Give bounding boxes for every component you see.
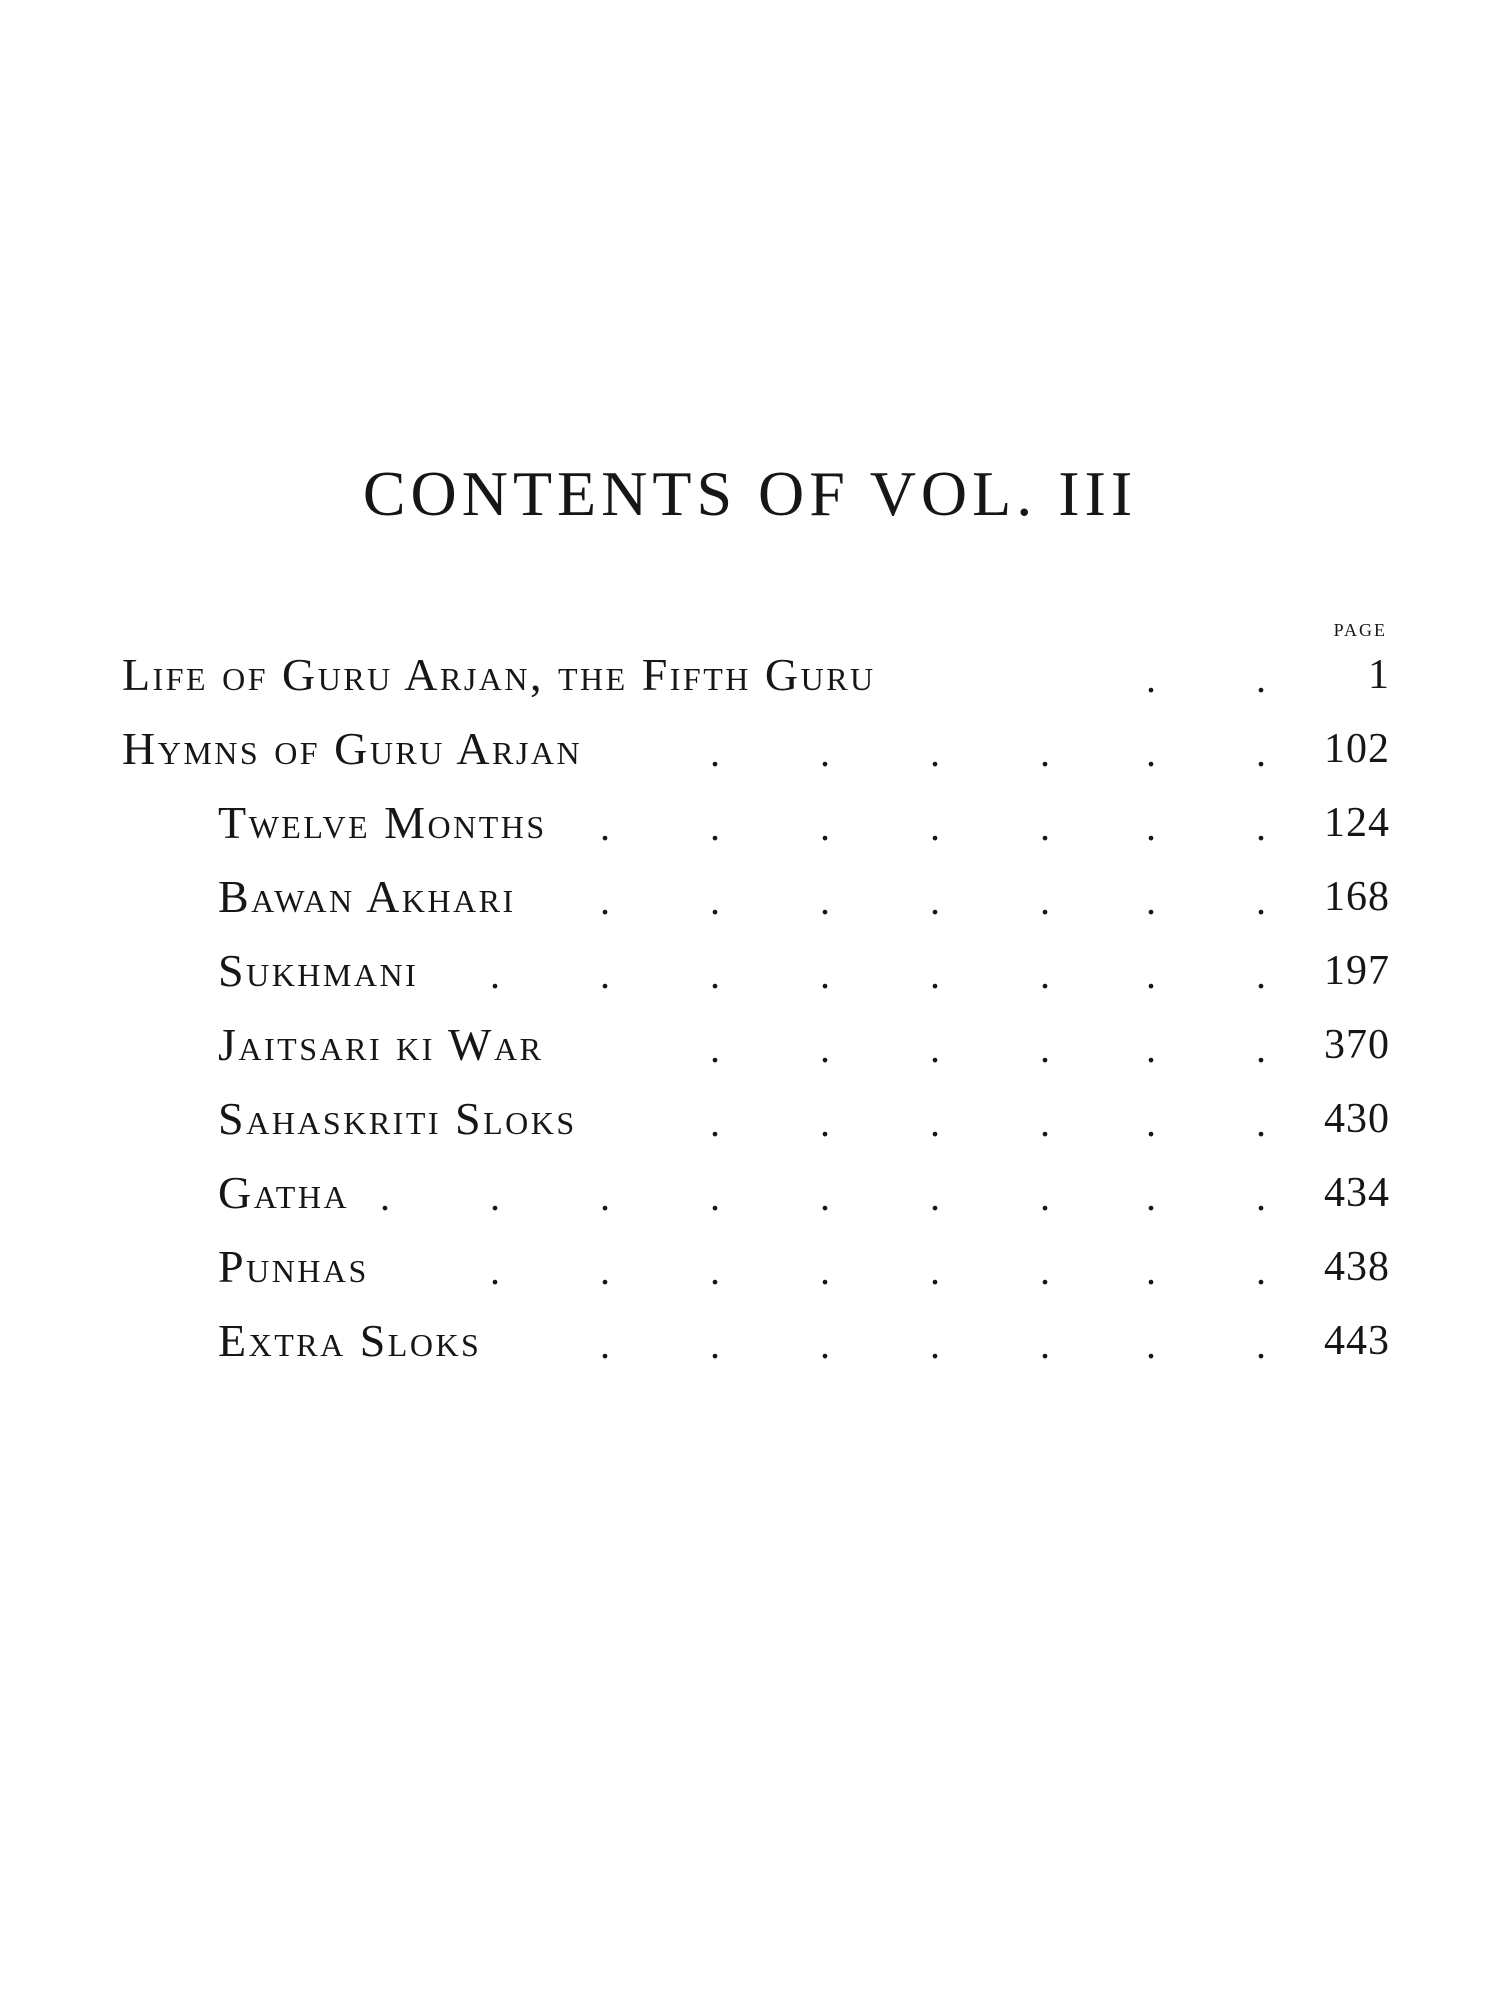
leader-dot: . bbox=[380, 1174, 390, 1219]
leader-dot: . bbox=[1040, 1026, 1050, 1071]
toc-entry-label: Twelve Months bbox=[218, 797, 547, 848]
leader-dot: . bbox=[1040, 730, 1050, 775]
leader-dot: . bbox=[1256, 1100, 1266, 1145]
toc-entry-page: 443 bbox=[1324, 1318, 1390, 1364]
leader-dot: . bbox=[1256, 1026, 1266, 1071]
toc-entry-sukhmani[interactable] bbox=[0, 946, 1500, 996]
leader-dot: . bbox=[710, 1248, 720, 1293]
leader-dot: . bbox=[1256, 1248, 1266, 1293]
leader-dot: . bbox=[710, 878, 720, 923]
toc-entry-bawan-akhari[interactable] bbox=[0, 872, 1500, 922]
leader-dot: . bbox=[930, 1100, 940, 1145]
leader-dot: . bbox=[820, 730, 830, 775]
leader-dot: . bbox=[820, 1026, 830, 1071]
leader-dot: . bbox=[600, 804, 610, 849]
toc-entry-label: Hymns of Guru Arjan bbox=[122, 723, 583, 774]
toc-entry-label: Punhas bbox=[218, 1241, 369, 1292]
toc-entry-page: 197 bbox=[1324, 948, 1390, 994]
toc-entry-page: 438 bbox=[1324, 1244, 1390, 1290]
leader-dot: . bbox=[1146, 1026, 1156, 1071]
toc-entry-punhas[interactable] bbox=[0, 1242, 1500, 1292]
leader-dot: . bbox=[1256, 656, 1266, 701]
leader-dot: . bbox=[930, 1248, 940, 1293]
leader-dot: . bbox=[1146, 878, 1156, 923]
leader-dot: . bbox=[710, 730, 720, 775]
leader-dot: . bbox=[930, 952, 940, 997]
toc-entry-label: Life of Guru Arjan, the Fifth Guru bbox=[122, 649, 876, 700]
leader-dot: . bbox=[1146, 1322, 1156, 1367]
leader-dot: . bbox=[1040, 1174, 1050, 1219]
leader-dot: . bbox=[930, 1174, 940, 1219]
leader-dot: . bbox=[1146, 804, 1156, 849]
leader-dot: . bbox=[1040, 878, 1050, 923]
leader-dot: . bbox=[820, 1248, 830, 1293]
toc-entry-page: 434 bbox=[1324, 1170, 1390, 1216]
leader-dot: . bbox=[710, 1026, 720, 1071]
leader-dot: . bbox=[1040, 952, 1050, 997]
leader-dot: . bbox=[820, 1322, 830, 1367]
toc-entry-gatha[interactable] bbox=[0, 1168, 1500, 1218]
leader-dot: . bbox=[930, 730, 940, 775]
leader-dot: . bbox=[600, 1248, 610, 1293]
leader-dot: . bbox=[1146, 656, 1156, 701]
toc-entry-page: 430 bbox=[1324, 1096, 1390, 1142]
leader-dot: . bbox=[820, 878, 830, 923]
leader-dot: . bbox=[710, 804, 720, 849]
leader-dot: . bbox=[930, 804, 940, 849]
leader-dot: . bbox=[1040, 1100, 1050, 1145]
toc-entry-page: 168 bbox=[1324, 874, 1390, 920]
leader-dot: . bbox=[1256, 952, 1266, 997]
leader-dot: . bbox=[710, 1322, 720, 1367]
toc-entry-label: Sukhmani bbox=[218, 945, 419, 996]
leader-dot: . bbox=[1256, 730, 1266, 775]
leader-dot: . bbox=[1256, 1322, 1266, 1367]
leader-dot: . bbox=[1146, 952, 1156, 997]
leader-dot: . bbox=[600, 1322, 610, 1367]
leader-dot: . bbox=[820, 1100, 830, 1145]
toc-entry-extra-sloks[interactable] bbox=[0, 1316, 1500, 1366]
toc-entry-page: 1 bbox=[1368, 652, 1390, 698]
leader-dot: . bbox=[1256, 804, 1266, 849]
toc-entry-page: 102 bbox=[1324, 726, 1390, 772]
page-title: CONTENTS OF VOL. III bbox=[362, 458, 1138, 529]
toc-entry-page: 370 bbox=[1324, 1022, 1390, 1068]
leader-dot: . bbox=[1146, 1100, 1156, 1145]
toc-entry-label: Jaitsari ki War bbox=[218, 1019, 544, 1070]
leader-dot: . bbox=[1256, 1174, 1266, 1219]
leader-dot: . bbox=[1040, 1322, 1050, 1367]
leader-dot: . bbox=[1146, 1174, 1156, 1219]
leader-dot: . bbox=[930, 878, 940, 923]
toc-entry-jaitsari-ki-war[interactable] bbox=[0, 1020, 1500, 1070]
toc-entry-label: Sahaskriti Sloks bbox=[218, 1093, 577, 1144]
toc-entry-hymns-of-guru-arjan[interactable] bbox=[0, 724, 1500, 774]
leader-dot: . bbox=[600, 952, 610, 997]
toc-entry-label: Gatha bbox=[218, 1167, 350, 1218]
leader-dot: . bbox=[490, 1174, 500, 1219]
leader-dot: . bbox=[490, 1248, 500, 1293]
leader-dot: . bbox=[710, 1100, 720, 1145]
toc-entry-life-of-guru-arjan[interactable] bbox=[0, 650, 1500, 700]
leader-dot: . bbox=[820, 1174, 830, 1219]
leader-dot: . bbox=[710, 952, 720, 997]
toc-entry-page: 124 bbox=[1324, 800, 1390, 846]
toc-entry-twelve-months[interactable] bbox=[0, 798, 1500, 848]
leader-dot: . bbox=[1040, 1248, 1050, 1293]
leader-dot: . bbox=[600, 1174, 610, 1219]
leader-dot: . bbox=[1146, 730, 1156, 775]
leader-dot: . bbox=[1040, 804, 1050, 849]
toc-entry-label: Extra Sloks bbox=[218, 1315, 482, 1366]
leader-dot: . bbox=[930, 1026, 940, 1071]
leader-dot: . bbox=[1146, 1248, 1156, 1293]
leader-dot: . bbox=[820, 952, 830, 997]
leader-dot: . bbox=[930, 1322, 940, 1367]
leader-dot: . bbox=[490, 952, 500, 997]
toc-entry-label: Bawan Akhari bbox=[218, 871, 516, 922]
leader-dot: . bbox=[1256, 878, 1266, 923]
leader-dot: . bbox=[600, 878, 610, 923]
toc-entry-sahaskriti-sloks[interactable] bbox=[0, 1094, 1500, 1144]
leader-dot: . bbox=[710, 1174, 720, 1219]
page-column-heading: page bbox=[1333, 613, 1387, 642]
leader-dot: . bbox=[820, 804, 830, 849]
